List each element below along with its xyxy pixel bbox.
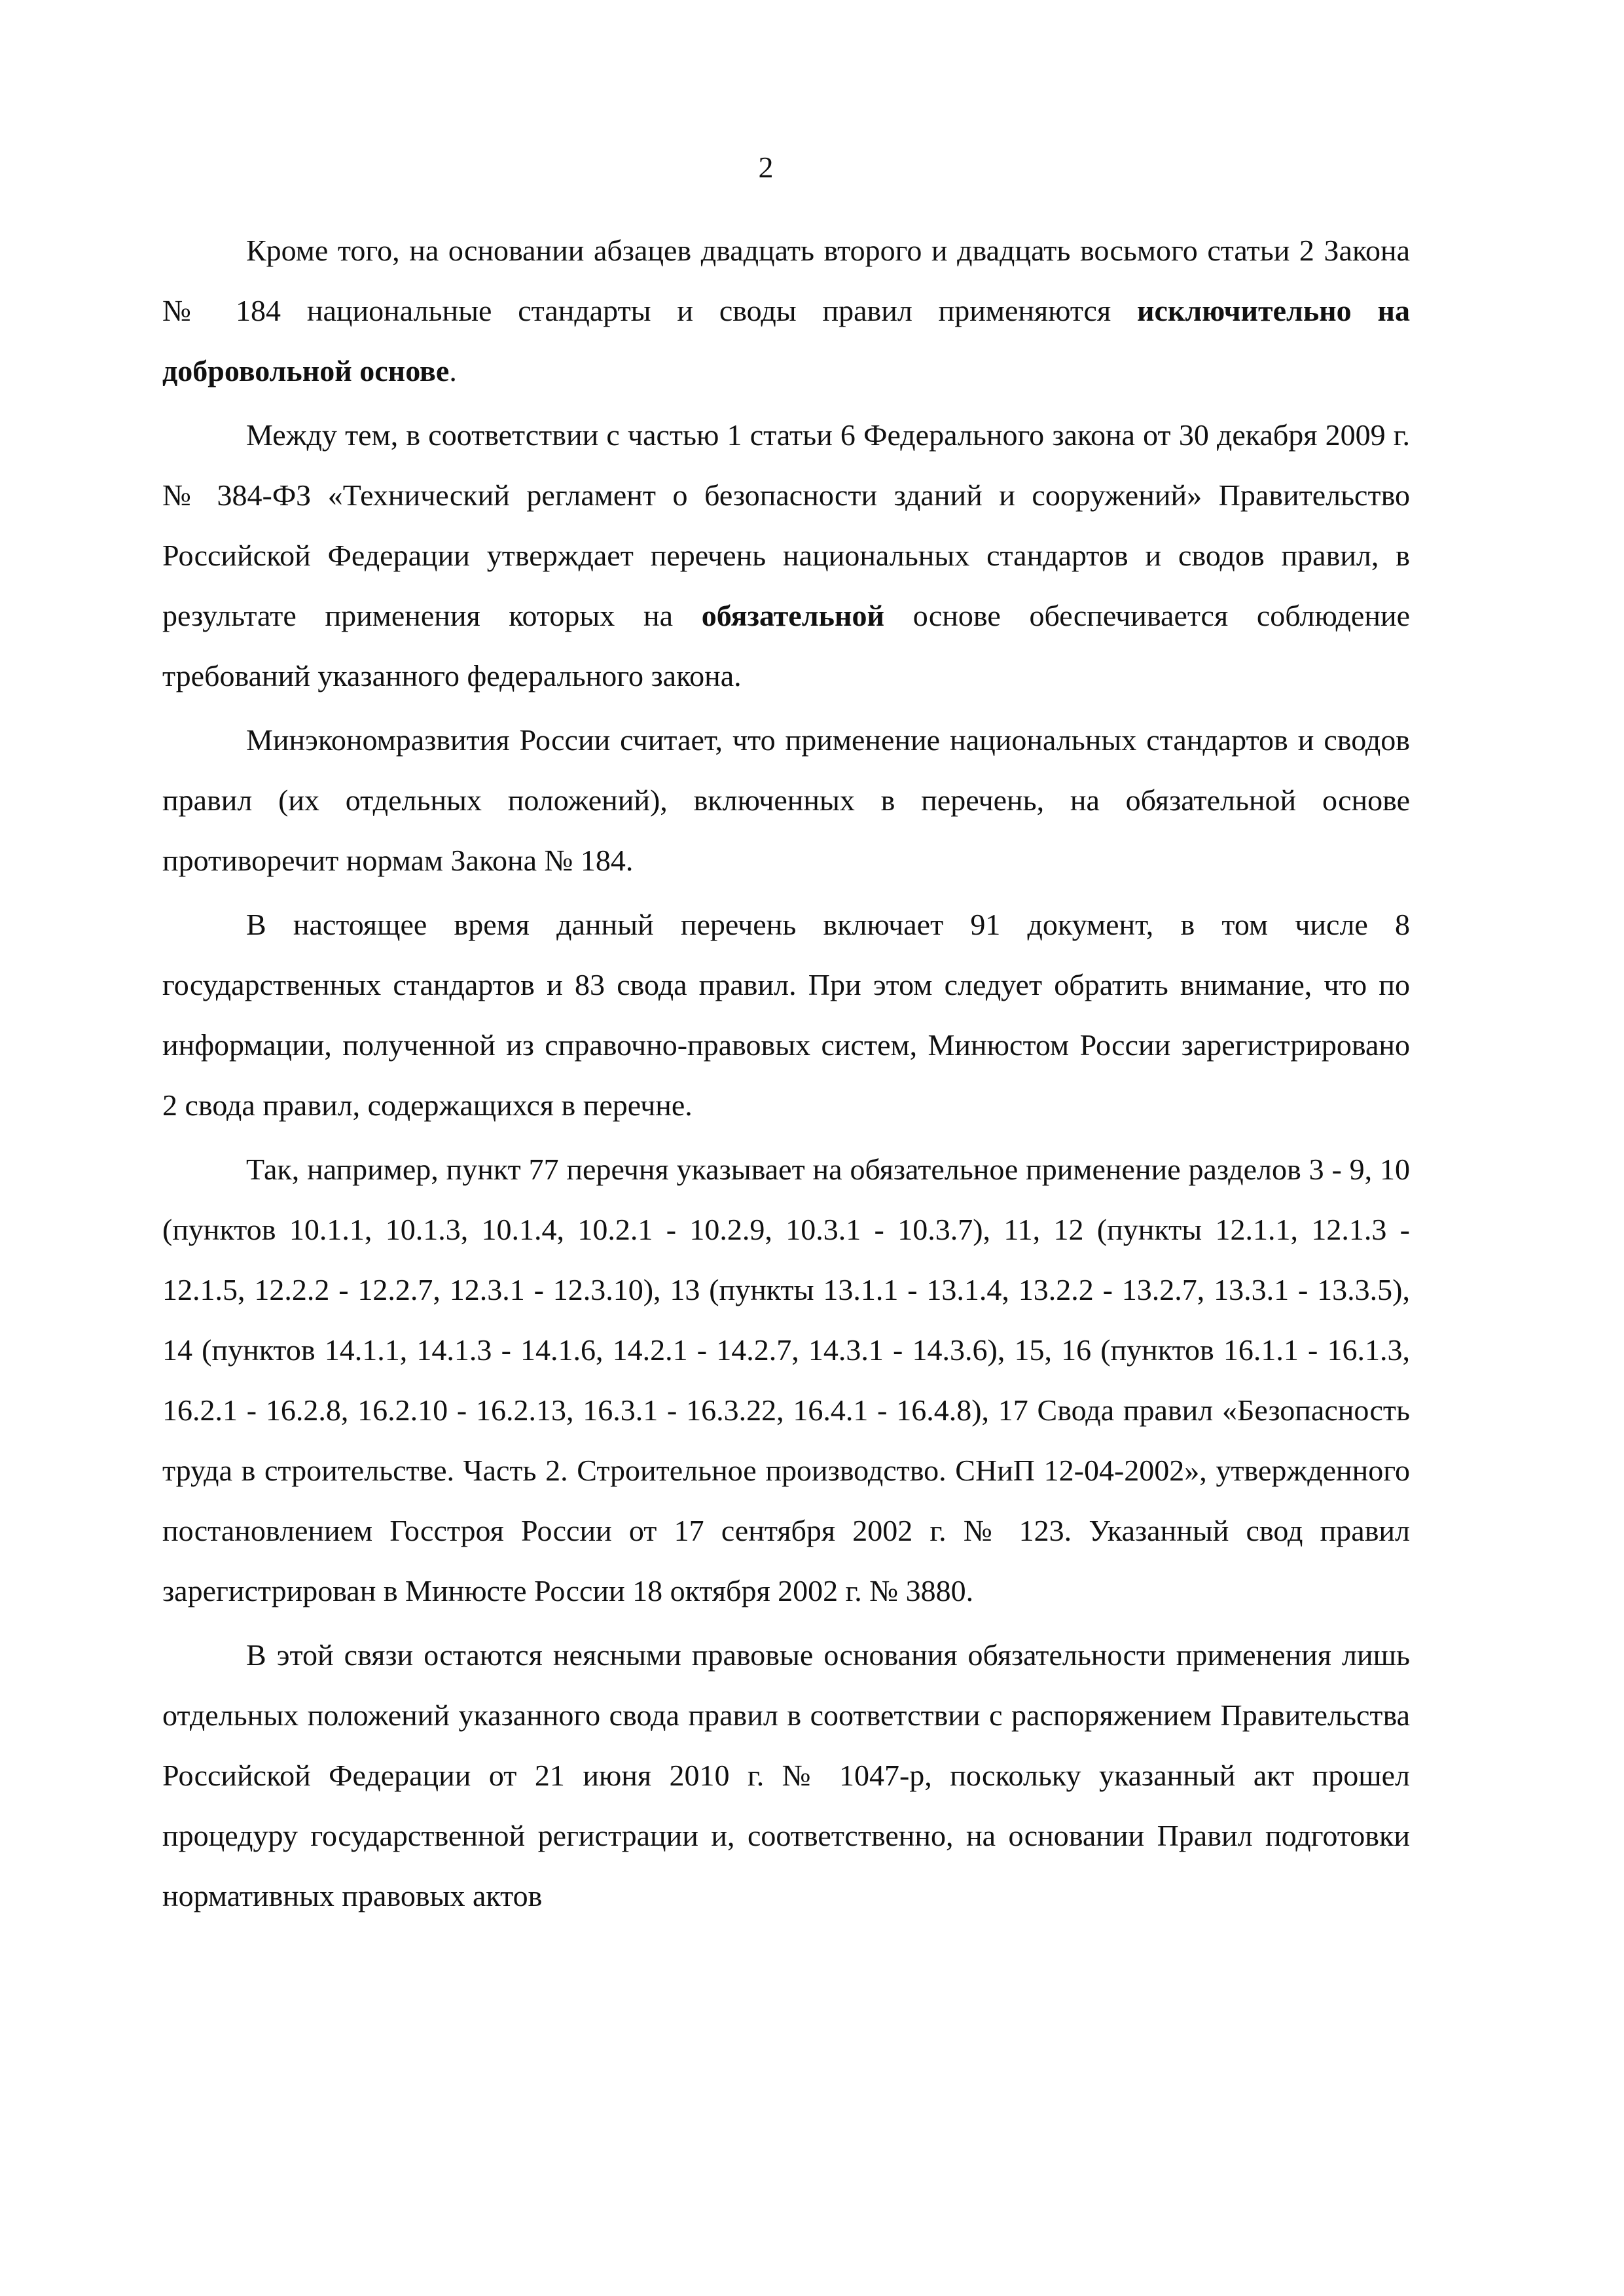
paragraph	[162, 221, 1410, 401]
document-body	[162, 221, 1410, 1926]
page-number: 2	[758, 151, 774, 184]
paragraph-text: Между тем, в соответствии с частью 1 статьи 6 Федерального закона от 30 декабря 2009 г. № 384-ФЗ «Технический регламент о безопасности зданий и сооружений» Правительство Российской Федерации утверждает перечень национальных стандартов и сводов правил, в результате применения которых на	[162, 418, 1410, 632]
paragraph	[162, 710, 1410, 891]
paragraph	[162, 1139, 1410, 1621]
paragraph	[162, 895, 1410, 1136]
paragraph-text: В этой связи остаются неясными правовые основания обязательности применения лишь отдельных положений указанного свода правил в соответствии с распоряжением Правительства Российской Федерации от 21 июня 2010 г. № 1047-р, поскольку указанный акт прошел процедуру государственной регистрации и, соответственно, на основании Правил подготовки нормативных правовых актов	[162, 1638, 1410, 1912]
emphasized-text: исключительно на добровольной основе	[162, 294, 1411, 387]
paragraph-text: Минэкономразвития России считает, что применение национальных стандартов и сводов правил (их отдельных положений), включенных в перечень, на обязательной основе противоречит нормам Закона № 184.	[162, 723, 1410, 877]
paragraph-text: Кроме того, на основании абзацев двадцать второго и двадцать восьмого статьи 2 Закона № 184 национальные стандарты и своды правил применяются	[162, 234, 1410, 327]
paragraph-text: Так, например, пункт 77 перечня указывает на обязательное применение разделов 3 - 9, 10 (пунктов 10.1.1, 10.1.3, 10.1.4, 10.2.1 - 10.2.9, 10.3.1 - 10.3.7), 11, 12 (пункты 12.1.1, 12.1.3 - 12.1.5, 12.2.2 - 12.2.7, 12.3.1 - 12.3.10), 13 (пункты 13.1.1 - 13.1.4, 13.2.2 - 13.2.7, 13.3.1 - 13.3.5), 14 (пунктов 14.1.1, 14.1.3 - 14.1.6, 14.2.1 - 14.2.7, 14.3.1 - 14.3.6), 15, 16 (пунктов 16.1.1 - 16.1.3, 16.2.1 - 16.2.8, 16.2.10 - 16.2.13, 16.3.1 - 16.3.22, 16.4.1 - 16.4.8), 17 Свода правил «Безопасность труда в строительстве. Часть 2. Строительное производство. СНиП 12-04-2002», утвержденного постановлением Госстроя России от 17 сентября 2002 г. № 123. Указанный свод правил зарегистрирован в Минюсте России 18 октября 2002 г. № 3880.	[162, 1153, 1410, 1607]
paragraph-text: .	[449, 354, 457, 387]
emphasized-text: обязательной	[701, 599, 884, 632]
paragraph-text: основе обеспечивается соблюдение требований указанного федерального закона.	[162, 599, 1410, 692]
paragraph	[162, 405, 1410, 706]
paragraph	[162, 1625, 1410, 1926]
paragraph-text: В настоящее время данный перечень включает 91 документ, в том числе 8 государственных стандартов и 83 свода правил. При этом следует обратить внимание, что по информации, полученной из справочно-правовых систем, Минюстом России зарегистрировано 2 свода правил, содержащихся в перечне.	[162, 908, 1410, 1122]
